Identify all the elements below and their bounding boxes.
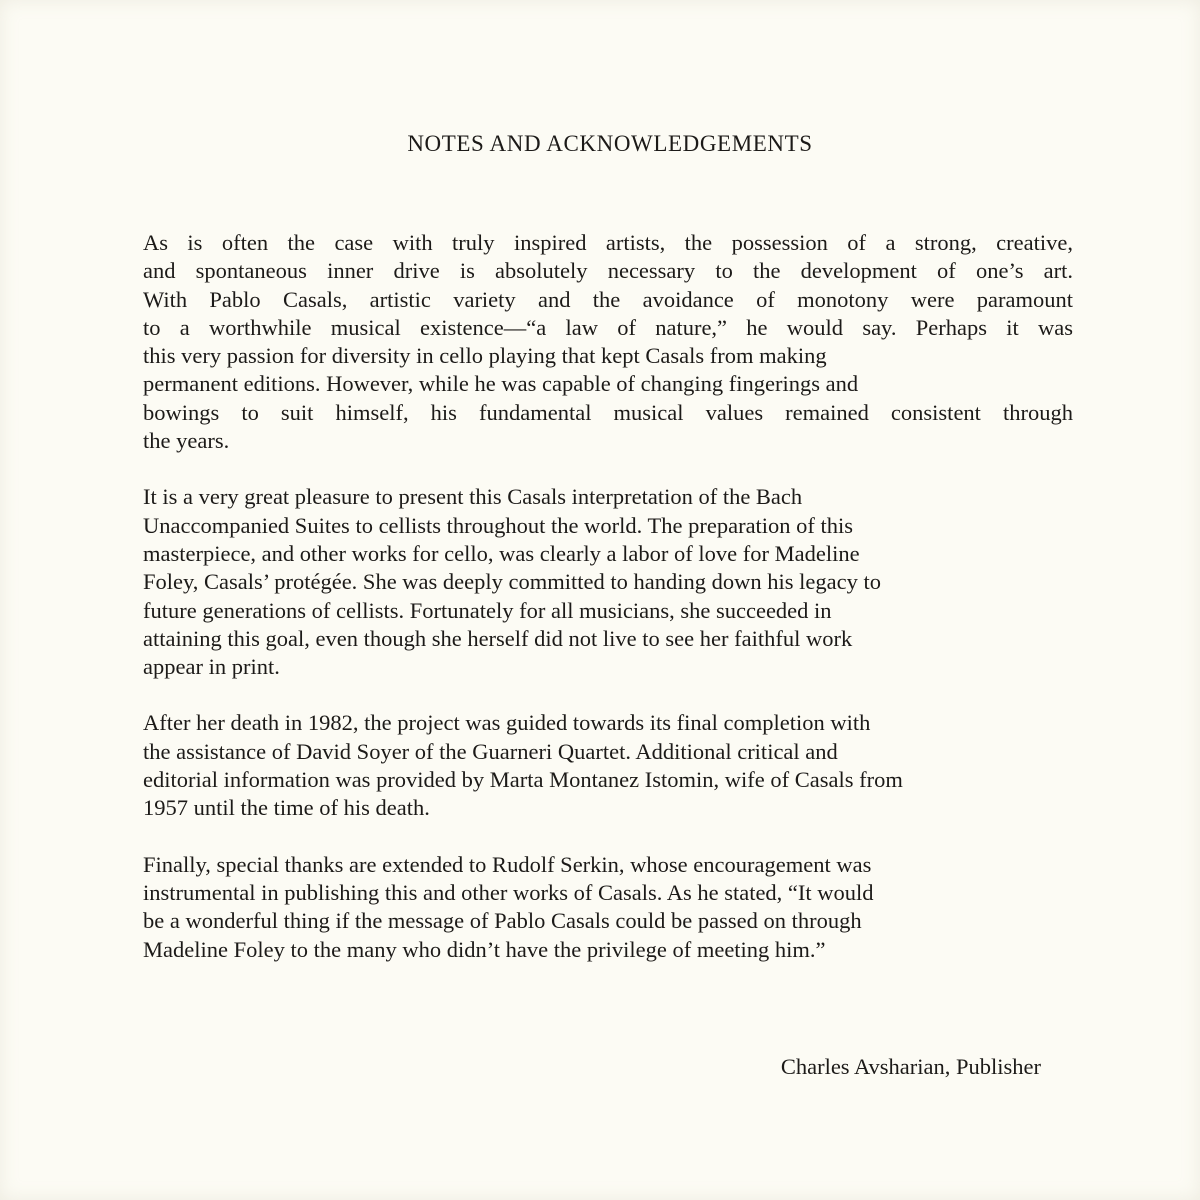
text-line: bowings to suit himself, his fundamental musical values remained consistent through	[143, 399, 1073, 425]
text-line: Foley, Casals’ protégée. She was deeply committed to handing down his legacy to	[143, 569, 881, 595]
text-line: appear in print.	[143, 654, 280, 680]
text-line: future generations of cellists. Fortunately for all musicians, she succeeded in	[143, 597, 832, 623]
text-line: It is a very great pleasure to present this Casals interpretation of the Bach	[143, 484, 803, 510]
text-line: to a worthwhile musical existence—“a law of nature,” he would say. Perhaps it was	[143, 314, 1073, 340]
paragraph	[143, 483, 1073, 681]
text-line: With Pablo Casals, artistic variety and the avoidance of monotony were paramount	[143, 286, 1073, 312]
text-line: editorial information was provided by Marta Montanez Istomin, wife of Casals from	[143, 767, 903, 793]
text-line: As is often the case with truly inspired artists, the possession of a strong, creative,	[143, 230, 1073, 255]
text-line: instrumental in publishing this and other works of Casals. As he stated, “It would	[143, 879, 874, 905]
text-line: Unaccompanied Suites to cellists throughout the world. The preparation of this	[143, 512, 854, 538]
text-line: the assistance of David Soyer of the Guarneri Quartet. Additional critical and	[143, 738, 838, 764]
page-title: NOTES AND ACKNOWLEDGEMENTS	[407, 131, 813, 156]
text-line: this very passion for diversity in cello playing that kept Casals from making	[143, 343, 827, 369]
text-line: permanent editions. However, while he was capable of changing fingerings and	[143, 371, 859, 397]
body-text	[143, 229, 1073, 964]
text-line: Madeline Foley to the many who didn’t have the privilege of meeting him.”	[143, 936, 826, 962]
paragraph	[143, 709, 1073, 822]
text-line: the years.	[143, 428, 230, 454]
text-line: Finally, special thanks are extended to Rudolf Serkin, whose encouragement was	[143, 851, 872, 877]
text-line: and spontaneous inner drive is absolutely necessary to the development of one’s art.	[143, 258, 1073, 284]
text-line: be a wonderful thing if the message of Pablo Casals could be passed on through	[143, 908, 862, 934]
text-line: masterpiece, and other works for cello, was clearly a labor of love for Madeline	[143, 540, 860, 566]
text-line: attaining this goal, even though she herself did not live to see her faithful work	[143, 625, 853, 651]
text-line: 1957 until the time of his death.	[143, 795, 430, 821]
paragraph	[143, 851, 1073, 964]
text-line: After her death in 1982, the project was guided towards its final completion with	[143, 710, 871, 736]
signature: Charles Avsharian, Publisher	[780, 1054, 1041, 1079]
paragraph	[143, 229, 1073, 455]
